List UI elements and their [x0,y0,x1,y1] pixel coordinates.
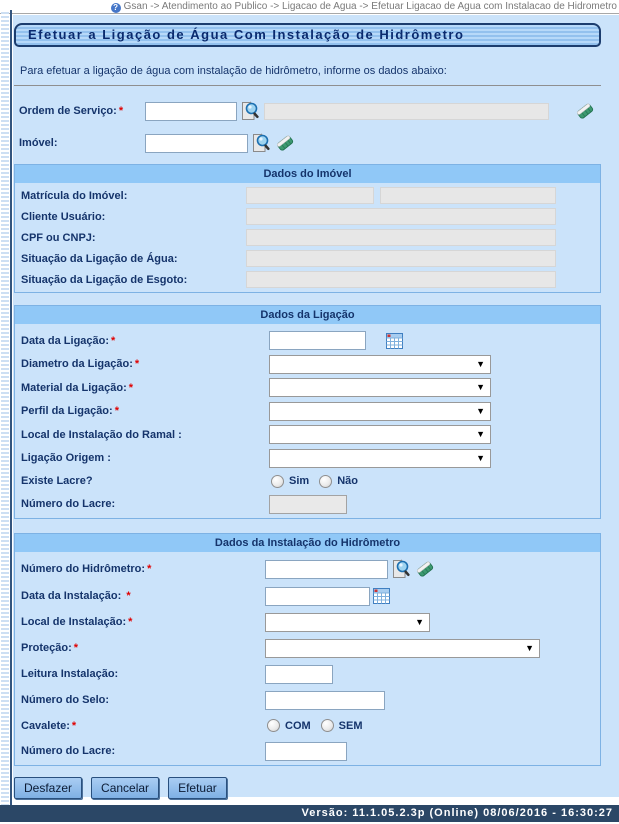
numero-lacre-label: Número do Lacre: [21,498,116,510]
breadcrumb [0,0,619,14]
desfazer-button[interactable]: Desfazer [14,777,82,799]
cavalete-com-label: COM [285,719,311,732]
section-dados-hidrometro [14,533,601,766]
perfil-row [15,402,600,421]
matricula-label: Matrícula do Imóvel: [21,189,128,202]
data-ligacao-input[interactable] [269,331,366,350]
numero-selo-label: Número do Selo: [21,694,110,706]
numero-lacre-hidrometro-input[interactable] [265,742,347,761]
cavalete-row [15,717,600,735]
required-marker: * [71,719,77,732]
existe-lacre-nao-radio[interactable] [319,475,332,488]
origem-select[interactable] [269,449,491,468]
material-label: Material da Ligação: * [21,381,134,394]
ordem-servico-row [13,100,619,122]
local-instalacao-row [15,613,600,632]
matricula-complemento-field [380,187,556,204]
existe-lacre-sim-radio[interactable] [271,475,284,488]
imovel-label: Imóvel: [19,137,58,149]
imovel-row [13,132,619,154]
help-icon[interactable]: ? [111,3,121,13]
search-icon[interactable] [251,133,272,153]
required-marker: * [128,381,134,394]
section-dados-imovel [14,164,601,293]
search-icon[interactable] [391,559,412,579]
intro-text: Para efetuar a ligação de água com instalação de hidrômetro, informe os dados abaixo: [20,65,447,77]
cpf-row [15,229,600,246]
ordem-servico-label: Ordem de Serviço: * [19,105,124,117]
cavalete-sem-radio[interactable] [321,719,334,732]
data-ligacao-label: Data da Ligação: * [21,334,116,347]
material-row [15,378,600,397]
leitura-row [15,665,600,684]
protecao-label: Proteção: * [21,642,79,654]
page-title: Efetuar a Ligação de Água Com Instalação de Hidrômetro [14,23,601,47]
numero-lacre-hidrometro-label: Número do Lacre: [21,745,116,757]
calendar-icon[interactable] [386,333,403,349]
ramal-select[interactable] [269,425,491,444]
button-bar [14,777,601,799]
ordem-servico-input[interactable] [145,102,237,121]
efetuar-button[interactable]: Efetuar [168,777,227,799]
ordem-servico-descricao-field [264,103,549,120]
chevron-down-icon: ▼ [476,358,485,369]
origem-row [15,449,600,468]
calendar-icon[interactable] [373,588,390,604]
perfil-select[interactable] [269,402,491,421]
cavalete-label: Cavalete: * [21,719,77,732]
cavalete-sem-label: SEM [338,719,363,732]
frame-divider[interactable] [10,10,12,805]
data-instalacao-input[interactable] [265,587,370,606]
required-marker: * [147,563,152,575]
numero-selo-input[interactable] [265,691,385,710]
numero-lacre-input [269,495,347,514]
section-title: Dados do Imóvel [15,165,600,183]
origem-label: Ligação Origem : [21,452,111,464]
cliente-label: Cliente Usuário: [21,210,106,223]
version-bar [0,805,619,822]
chevron-down-icon: ▼ [476,429,485,439]
ramal-row [15,425,600,444]
required-marker: * [134,358,140,370]
breadcrumb-text[interactable]: Gsan -> Atendimento ao Publico -> Ligacao de Agua -> Efetuar Ligacao de Agua com Instalacao de Hidrometro [123,1,617,12]
chevron-down-icon: ▼ [476,405,485,416]
chevron-down-icon: ▼ [415,616,424,627]
cliente-row [15,208,600,225]
numero-hidrometro-row [15,559,600,580]
existe-lacre-nao-label: Não [337,475,358,487]
existe-lacre-label: Existe Lacre? [21,475,93,487]
data-ligacao-row [15,331,600,350]
diametro-select[interactable] [269,355,491,374]
required-marker: * [118,105,124,117]
situacao-agua-row [15,250,600,267]
cpf-label: CPF ou CNPJ: [21,231,96,244]
required-marker: * [126,590,131,602]
chevron-down-icon: ▼ [476,382,485,392]
cavalete-com-radio[interactable] [267,719,280,732]
eraser-icon[interactable] [415,559,435,579]
search-icon[interactable] [240,101,261,121]
eraser-icon[interactable] [575,101,595,121]
required-marker: * [73,642,79,654]
collapsed-menu-frame [1,10,9,805]
required-marker: * [128,616,133,628]
leitura-input[interactable] [265,665,333,684]
diametro-label: Diametro da Ligação: * [21,358,140,370]
version-text: Versão: 11.1.05.2.3p (Online) 08/06/2016 - 16:30:27 [301,807,613,819]
local-instalacao-label: Local de Instalação: * [21,616,133,628]
data-instalacao-row [15,587,600,606]
ramal-label: Local de Instalação do Ramal : [21,428,182,441]
protecao-select[interactable] [265,639,540,658]
cancelar-button[interactable]: Cancelar [91,777,159,799]
data-instalacao-label: Data da Instalação: * [21,590,131,602]
eraser-icon[interactable] [275,133,295,153]
protecao-row [15,639,600,658]
matricula-field [246,187,374,204]
matricula-row [15,187,600,204]
chevron-down-icon: ▼ [525,642,534,653]
cliente-field [246,208,556,225]
situacao-esgoto-row [15,271,600,288]
numero-lacre-row [15,495,600,514]
existe-lacre-row [15,472,600,490]
situacao-agua-label: Situação da Ligação de Água: [21,252,178,265]
required-marker: * [114,405,119,417]
perfil-label: Perfil da Ligação: * [21,405,119,417]
imovel-input[interactable] [145,134,248,153]
material-select[interactable] [269,378,491,397]
situacao-esgoto-field [246,271,556,288]
diametro-row [15,355,600,374]
local-instalacao-select[interactable] [265,613,430,632]
section-title: Dados da Ligação [15,306,600,324]
leitura-label: Leitura Instalação: [21,668,119,680]
chevron-down-icon: ▼ [476,452,485,463]
main-content [13,15,619,797]
existe-lacre-sim-label: Sim [289,475,310,487]
section-dados-ligacao [14,305,601,519]
numero-hidrometro-label: Número do Hidrômetro: * [21,563,152,575]
numero-lacre-hidrometro-row [15,742,600,761]
numero-hidrometro-input[interactable] [265,560,388,579]
situacao-esgoto-label: Situação da Ligação de Esgoto: [21,273,188,286]
cpf-field [246,229,556,246]
divider [14,85,601,86]
section-title: Dados da Instalação do Hidrômetro [15,534,600,552]
situacao-agua-field [246,250,556,267]
numero-selo-row [15,691,600,710]
required-marker: * [111,334,116,347]
